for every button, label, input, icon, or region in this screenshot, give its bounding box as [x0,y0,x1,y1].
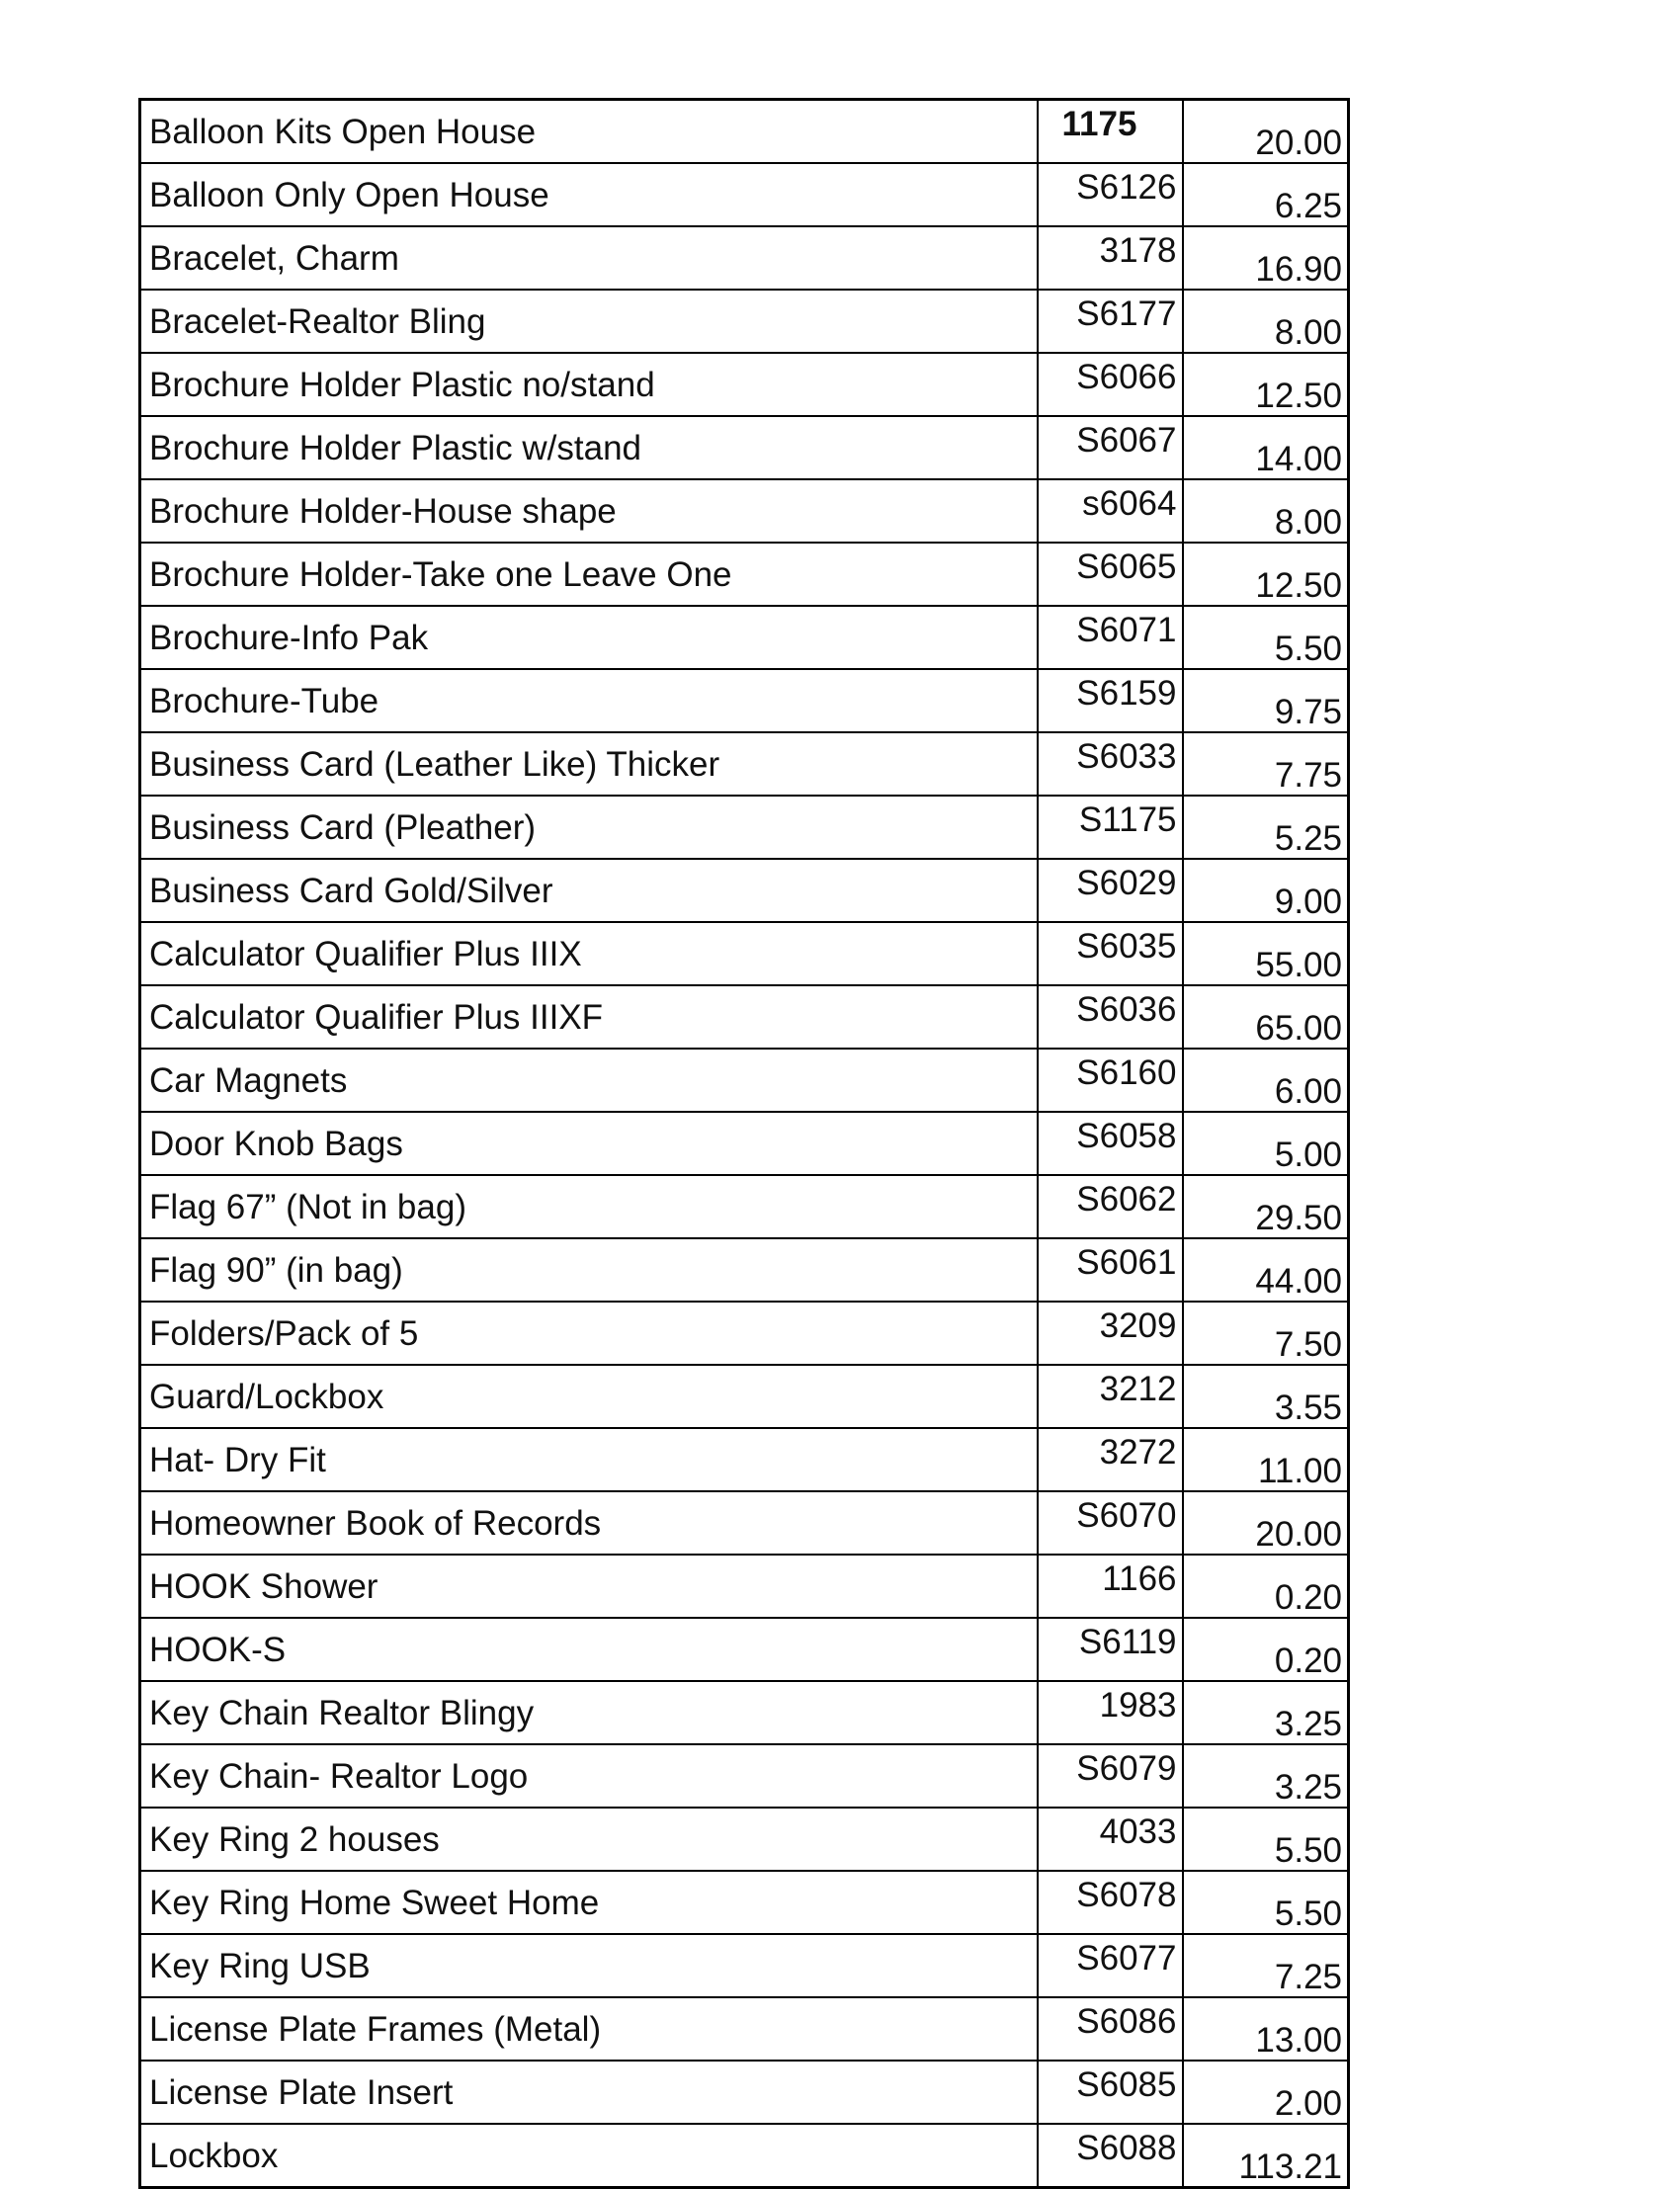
item-name: Bracelet-Realtor Bling [140,290,1038,353]
item-name: Brochure-Info Pak [140,606,1038,669]
item-code: S6029 [1038,859,1183,922]
item-price: 5.50 [1183,606,1349,669]
item-price: 5.25 [1183,796,1349,859]
item-name: Business Card (Leather Like) Thicker [140,732,1038,796]
item-code: S6160 [1038,1049,1183,1112]
item-price: 11.00 [1183,1428,1349,1491]
item-code: S6077 [1038,1934,1183,1997]
item-code: S6033 [1038,732,1183,796]
item-name: HOOK-S [140,1618,1038,1681]
price-list-table [138,98,1350,2189]
item-code: 3272 [1038,1428,1183,1491]
item-price: 5.50 [1183,1871,1349,1934]
item-price: 9.75 [1183,669,1349,732]
item-code: S6058 [1038,1112,1183,1175]
item-price: 5.00 [1183,1112,1349,1175]
table-row [140,732,1349,796]
table-row [140,1744,1349,1808]
item-price: 0.20 [1183,1618,1349,1681]
item-price: 7.50 [1183,1302,1349,1365]
item-name: Brochure Holder-Take one Leave One [140,543,1038,606]
item-name: Folders/Pack of 5 [140,1302,1038,1365]
item-code: 1166 [1038,1555,1183,1618]
item-code: 4033 [1038,1808,1183,1871]
item-name: Brochure Holder-House shape [140,479,1038,543]
item-name: Key Chain Realtor Blingy [140,1681,1038,1744]
price-list-body [140,100,1349,2188]
item-name: Homeowner Book of Records [140,1491,1038,1555]
table-row [140,985,1349,1049]
item-price: 20.00 [1183,100,1349,164]
table-row [140,1808,1349,1871]
item-name: HOOK Shower [140,1555,1038,1618]
item-price: 2.00 [1183,2061,1349,2124]
item-price: 6.25 [1183,163,1349,226]
item-price: 13.00 [1183,1997,1349,2061]
item-code: 3209 [1038,1302,1183,1365]
table-row [140,1934,1349,1997]
table-row [140,796,1349,859]
table-row [140,606,1349,669]
item-price: 55.00 [1183,922,1349,985]
item-name: Key Ring Home Sweet Home [140,1871,1038,1934]
item-code: S6065 [1038,543,1183,606]
item-price: 65.00 [1183,985,1349,1049]
item-name: Flag 67” (Not in bag) [140,1175,1038,1238]
item-code: S6119 [1038,1618,1183,1681]
item-code: S6086 [1038,1997,1183,2061]
item-code: S6070 [1038,1491,1183,1555]
item-price: 3.25 [1183,1744,1349,1808]
item-price: 29.50 [1183,1175,1349,1238]
item-code: s6064 [1038,479,1183,543]
item-code: 1983 [1038,1681,1183,1744]
item-code: S6085 [1038,2061,1183,2124]
item-name: Key Ring 2 houses [140,1808,1038,1871]
item-price: 5.50 [1183,1808,1349,1871]
table-row [140,1302,1349,1365]
item-code: S6036 [1038,985,1183,1049]
item-price: 6.00 [1183,1049,1349,1112]
item-name: Brochure-Tube [140,669,1038,732]
item-name: Door Knob Bags [140,1112,1038,1175]
item-code: S6062 [1038,1175,1183,1238]
table-row [140,859,1349,922]
item-price: 3.25 [1183,1681,1349,1744]
table-row [140,2124,1349,2188]
table-row [140,100,1349,164]
item-name: License Plate Frames (Metal) [140,1997,1038,2061]
item-price: 9.00 [1183,859,1349,922]
item-name: Balloon Only Open House [140,163,1038,226]
table-row [140,1871,1349,1934]
item-code: S6035 [1038,922,1183,985]
item-name: Brochure Holder Plastic w/stand [140,416,1038,479]
item-name: Hat- Dry Fit [140,1428,1038,1491]
item-price: 44.00 [1183,1238,1349,1302]
table-row [140,1491,1349,1555]
item-name: Business Card (Pleather) [140,796,1038,859]
table-row [140,1238,1349,1302]
table-row [140,1428,1349,1491]
table-row [140,1555,1349,1618]
table-row [140,290,1349,353]
item-code: S6177 [1038,290,1183,353]
item-code: S6078 [1038,1871,1183,1934]
item-name: Key Ring USB [140,1934,1038,1997]
item-code: 3178 [1038,226,1183,290]
item-code: S6088 [1038,2124,1183,2188]
item-name: Car Magnets [140,1049,1038,1112]
item-code: S6126 [1038,163,1183,226]
item-name: Calculator Qualifier Plus IIIXF [140,985,1038,1049]
item-name: Guard/Lockbox [140,1365,1038,1428]
table-row [140,1175,1349,1238]
item-code: S6061 [1038,1238,1183,1302]
item-name: Calculator Qualifier Plus IIIX [140,922,1038,985]
table-row [140,1618,1349,1681]
item-price: 7.25 [1183,1934,1349,1997]
table-row [140,1997,1349,2061]
item-code: S6071 [1038,606,1183,669]
item-code: S1175 [1038,796,1183,859]
item-price: 3.55 [1183,1365,1349,1428]
item-price: 16.90 [1183,226,1349,290]
item-code: S6159 [1038,669,1183,732]
item-name: Balloon Kits Open House [140,100,1038,164]
item-name: Brochure Holder Plastic no/stand [140,353,1038,416]
item-name: Lockbox [140,2124,1038,2188]
item-price: 8.00 [1183,479,1349,543]
table-row [140,416,1349,479]
table-row [140,226,1349,290]
table-row [140,922,1349,985]
item-name: Flag 90” (in bag) [140,1238,1038,1302]
item-price: 7.75 [1183,732,1349,796]
table-row [140,1049,1349,1112]
table-row [140,163,1349,226]
item-name: License Plate Insert [140,2061,1038,2124]
item-price: 113.21 [1183,2124,1349,2188]
item-code: 1175 [1038,100,1183,164]
table-row [140,353,1349,416]
item-price: 20.00 [1183,1491,1349,1555]
item-name: Bracelet, Charm [140,226,1038,290]
table-row [140,1681,1349,1744]
item-price: 12.50 [1183,353,1349,416]
table-row [140,1365,1349,1428]
item-price: 12.50 [1183,543,1349,606]
table-row [140,2061,1349,2124]
table-row [140,669,1349,732]
table-row [140,1112,1349,1175]
item-code: S6079 [1038,1744,1183,1808]
item-code: S6067 [1038,416,1183,479]
item-price: 0.20 [1183,1555,1349,1618]
table-row [140,479,1349,543]
table-row [140,543,1349,606]
item-name: Key Chain- Realtor Logo [140,1744,1038,1808]
item-price: 8.00 [1183,290,1349,353]
item-code: S6066 [1038,353,1183,416]
item-code: 3212 [1038,1365,1183,1428]
item-price: 14.00 [1183,416,1349,479]
item-name: Business Card Gold/Silver [140,859,1038,922]
